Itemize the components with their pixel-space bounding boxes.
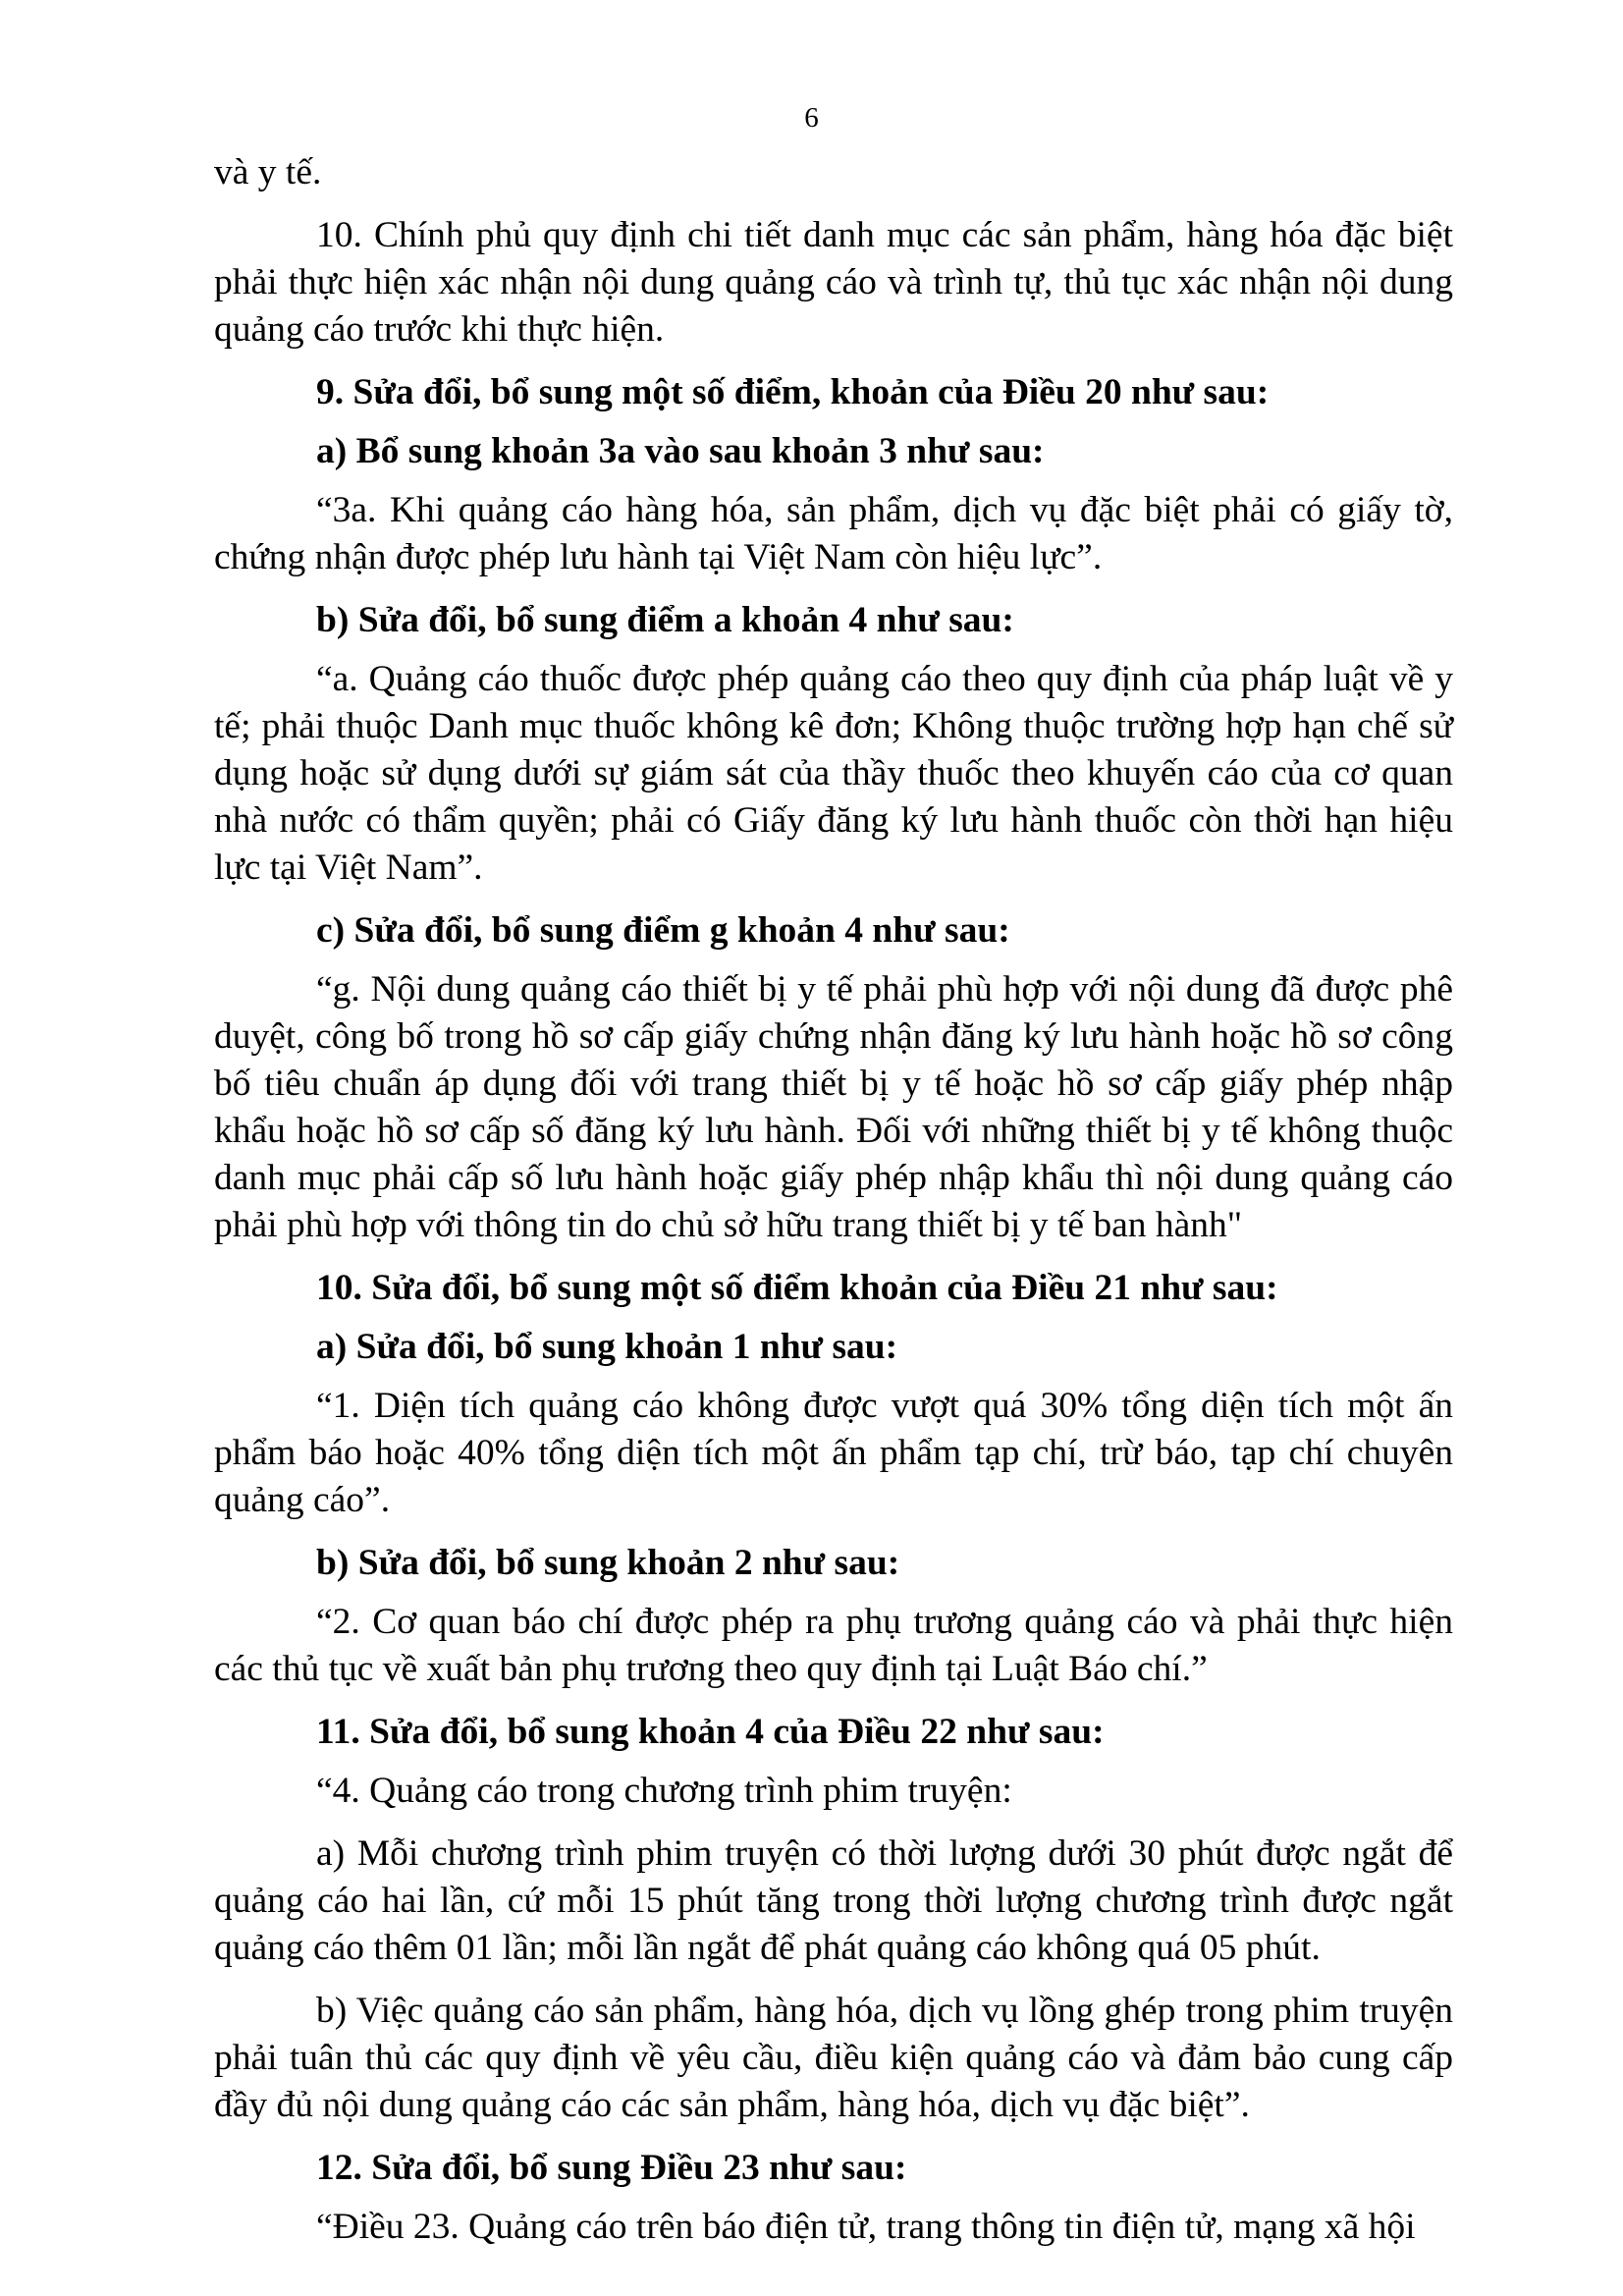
heading-amend-article-20: 9. Sửa đổi, bổ sung một số điểm, khoản của Điều 20 như sau:	[316, 372, 1270, 412]
paragraph-clause-2: “2. Cơ quan báo chí được phép ra phụ trương quảng cáo và phải thực hiện các thủ tục về xuất bản phụ trương theo quy định tại Luật Báo chí.”	[214, 1602, 1453, 1689]
subheading-amend-clause-1: a) Sửa đổi, bổ sung khoản 1 như sau:	[316, 1327, 898, 1367]
paragraph-clause-3a: “3a. Khi quảng cáo hàng hóa, sản phẩm, dịch vụ đặc biệt phải có giấy tờ, chứng nhận được phép lưu hành tại Việt Nam còn hiệu lực”.	[214, 490, 1453, 577]
subheading-amend-clause-2: b) Sửa đổi, bổ sung khoản 2 như sau:	[316, 1543, 900, 1583]
heading-amend-article-21: 10. Sửa đổi, bổ sung một số điểm khoản của Điều 21 như sau:	[316, 1268, 1278, 1308]
page-number: 6	[804, 102, 819, 134]
paragraph-clause-10: 10. Chính phủ quy định chi tiết danh mục các sản phẩm, hàng hóa đặc biệt phải thực hiện xác nhận nội dung quảng cáo và trình tự, thủ tục xác nhận nội dung quảng cáo trước khi thực hiện.	[214, 215, 1453, 350]
paragraph-point-a: “a. Quảng cáo thuốc được phép quảng cáo theo quy định của pháp luật về y tế; phải thuộc Danh mục thuốc không kê đơn; Không thuộc trường hợp hạn chế sử dụng hoặc sử dụng dưới sự giám sát của thầy thuốc theo khuyến cáo của cơ quan nhà nước có thẩm quyền; phải có Giấy đăng ký lưu hành thuốc còn thời hạn hiệu lực tại Việt Nam”.	[214, 659, 1453, 888]
paragraph-point-g: “g. Nội dung quảng cáo thiết bị y tế phải phù hợp với nội dung đã được phê duyệt, công bố trong hồ sơ cấp giấy chứng nhận đăng ký lưu hành hoặc hồ sơ công bố tiêu chuẩn áp dụng đối với trang thiết bị y tế hoặc hồ sơ cấp giấy phép nhập khẩu hoặc hồ sơ cấp số đăng ký lưu hành. Đối với những thiết bị y tế không thuộc danh mục phải cấp số lưu hành hoặc giấy phép nhập khẩu thì nội dung quảng cáo phải phù hợp với thông tin do chủ sở hữu trang thiết bị y tế ban hành"	[214, 969, 1453, 1245]
heading-amend-article-23: 12. Sửa đổi, bổ sung Điều 23 như sau:	[316, 2148, 907, 2188]
paragraph-article-23: “Điều 23. Quảng cáo trên báo điện tử, trang thông tin điện tử, mạng xã hội	[316, 2207, 1416, 2247]
subheading-amend-point-g: c) Sửa đổi, bổ sung điểm g khoản 4 như sau:	[316, 910, 1010, 951]
subheading-add-clause-3a: a) Bổ sung khoản 3a vào sau khoản 3 như sau:	[316, 431, 1045, 471]
paragraph-clause-1: “1. Diện tích quảng cáo không được vượt quá 30% tổng diện tích một ấn phẩm báo hoặc 40% tổng diện tích một ấn phẩm tạp chí, trừ báo, tạp chí chuyên quảng cáo”.	[214, 1386, 1453, 1520]
paragraph-point-a-film: a) Mỗi chương trình phim truyện có thời lượng dưới 30 phút được ngắt để quảng cáo hai lần, cứ mỗi 15 phút tăng trong thời lượng chương trình được ngắt quảng cáo thêm 01 lần; mỗi lần ngắt để phát quảng cáo không quá 05 phút.	[214, 1833, 1453, 1968]
document-body	[214, 149, 1453, 2267]
subheading-amend-point-a: b) Sửa đổi, bổ sung điểm a khoản 4 như sau:	[316, 600, 1014, 640]
paragraph-clause-4: “4. Quảng cáo trong chương trình phim truyện:	[316, 1771, 1012, 1811]
paragraph-continuation: và y tế.	[214, 152, 322, 192]
paragraph-point-b-film: b) Việc quảng cáo sản phẩm, hàng hóa, dịch vụ lồng ghép trong phim truyện phải tuân thủ các quy định về yêu cầu, điều kiện quảng cáo và đảm bảo cung cấp đầy đủ nội dung quảng cáo các sản phẩm, hàng hóa, dịch vụ đặc biệt”.	[214, 1991, 1453, 2125]
heading-amend-article-22: 11. Sửa đổi, bổ sung khoản 4 của Điều 22 như sau:	[316, 1712, 1105, 1752]
